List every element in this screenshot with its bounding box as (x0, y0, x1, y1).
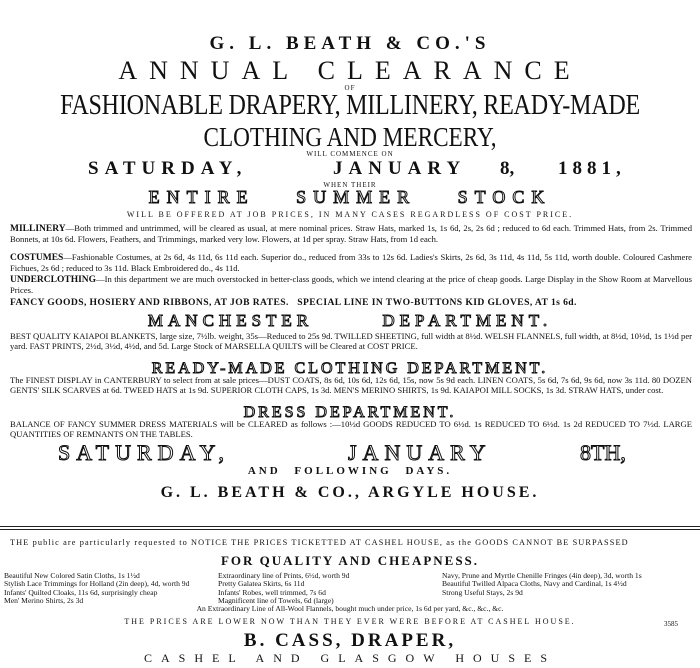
col-1 (4, 572, 189, 606)
col2-item: Extraordinary line of Prints, 6½d, worth 9d (218, 571, 350, 580)
col2-item: Infants' Robes, well trimmed, 7s 6d (218, 587, 326, 597)
col1-item: Beautiful New Colored Satin Cloths, 1s 1½d (4, 571, 140, 580)
col1-item: Stylish Lace Trimmings for Holland (2in deep), 4d, worth 9d (4, 579, 190, 589)
houses-line: CASHEL AND GLASGOW HOUSES (143, 651, 556, 665)
date-num: 8, (500, 158, 515, 179)
ad-number: 3585 (664, 620, 678, 628)
millinery-label: MILLINERY (10, 224, 66, 234)
manchester-text: BEST QUALITY KAIAPOI BLANKETS, large size, 7½lb. weight, 35s—Reduced to 25s 9d. TWILLED SHEETING, full width at 8½d. WELSH FLANNELS, full width, at 8½d, 10½d, 1s 1½d per yard. FAST PRINTS, 2½d, 3½d, 4½d, and 5d. Large Stock of MARSELLA QUILTS will be Cleared at COST PRICE. (10, 331, 692, 351)
underclothing-label: UNDERCLOTHING (10, 275, 97, 285)
notice-line: THE public are particularly requested to NOTICE THE PRICES TICKETTED AT CASHEL HOUSE, as the GOODS CANNOT BE SURPASSED (10, 538, 629, 547)
col-2 (218, 572, 349, 606)
following-days: AND FOLLOWING DAYS. (247, 465, 453, 477)
millinery-paragraph (10, 224, 692, 244)
millinery-text: —Both trimmed and untrimmed, will be cleared as usual, at mere nominal prices. Straw Hats, marked 1s, 1s 6d, 2s, 2s 6d ; reduced to 6d each. Trimmed Hats, from 2s. Trimmed Bonnets, at 10s 6d. Flowers, Feathers, and Trimmings, marked very low. Flowers, at 1d per spray. Straw Hats, from 1d each. (10, 223, 692, 244)
beath-footer: G. L. BEATH & CO., ARGYLE HOUSE. (160, 484, 540, 501)
sat-num: 8TH, (580, 440, 626, 465)
divider-rule-1 (0, 526, 700, 527)
draper-heading: B. CASS, DRAPER, (243, 630, 457, 651)
divider-rule-2 (0, 529, 700, 530)
underclothing-paragraph (10, 275, 692, 295)
when-their-label: WHEN THEIR (323, 181, 377, 189)
col1-item: Infants' Quilted Cloaks, 11s 6d, surprisingly cheap (4, 587, 158, 597)
firm-title: G. L. BEATH & CO.'S (209, 33, 491, 54)
prices-lower-line: THE PRICES ARE LOWER NOW THAN THEY EVER WERE BEFORE AT CASHEL HOUSE. (124, 617, 576, 626)
col3-item: Beautiful Twilled Alpaca Cloths, Navy and Cardinal, 1s 4½d (442, 579, 627, 589)
underclothing-text: —In this department we are much overstocked in better-class goods, which we intend clearing at the price of cheap goods. Large Display in the Show Room at Marvellous Prices. (10, 274, 692, 295)
col2-item: Magnificent line of Towels, 6d (large) (218, 596, 334, 606)
annual-clearance-heading: ANNUAL CLEARANCE (118, 56, 582, 85)
entire-stock-heading: ENTIRE SUMMER STOCK (148, 187, 552, 207)
sat-month: JANUARY (348, 440, 492, 465)
readymade-heading: READY-MADE CLOTHING DEPARTMENT. (151, 360, 549, 377)
goods-line-1: FASHIONABLE DRAPERY, MILLINERY, READY-MADE (60, 90, 640, 121)
readymade-text: The FINEST DISPLAY in CANTERBURY to select from at sale prices—DUST COATS, 8s 6d, 10s 6d, 12s 6d, 15s, now 5s 9d each. LINEN COATS, 5s 6d, 7s 6d, 9s 6d, now 3s 11d. 80 DOZEN GENTS' SILK SCARVES at 6d. TWEED HATS at 1s 9d. SUPERIOR CLOTH CAPS, 1s 3d. MEN'S MERINO SHIRTS, 1s 9d. KAIAPOI MILL SOCKS, 1s 3d. STRAW HATS, under cost. (10, 375, 692, 395)
costumes-label: COSTUMES (10, 253, 64, 263)
fancy-goods-b: SPECIAL LINE IN TWO-BUTTONS KID GLOVES, AT 1s 6d. (297, 297, 577, 308)
costumes-paragraph (10, 253, 692, 273)
fancy-goods-line (10, 297, 577, 308)
dress-text: BALANCE OF FANCY SUMMER DRESS MATERIALS will be CLEARED as follows :—10½d GOODS REDUCED TO 6½d. 1s REDUCED TO 6½d. 1s 2d REDUCED TO 7½d. LARGE QUANTITIES OF REMNANTS ON THE TABLES. (10, 419, 692, 439)
offered-line: WILL BE OFFERED AT JOB PRICES, IN MANY CASES REGARDLESS OF COST PRICE. (126, 210, 574, 219)
col3-item: Navy, Prune and Myrtle Chenille Fringes (4in deep), 3d, worth 1s (442, 571, 642, 580)
quality-heading: FOR QUALITY AND CHEAPNESS. (220, 553, 480, 568)
of-label: OF (344, 84, 356, 92)
goods-line-2: CLOTHING AND MERCERY, (203, 122, 497, 152)
col-3 (442, 572, 642, 597)
date-month: JANUARY (333, 158, 467, 179)
dress-heading: DRESS DEPARTMENT. (243, 404, 457, 421)
manchester-heading: MANCHESTER DEPARTMENT. (147, 311, 553, 330)
date-day: SATURDAY, (88, 158, 248, 179)
col3-item: Strong Useful Stays, 2s 9d (442, 587, 523, 597)
col2-item: Pretty Galatea Skirts, 6s 11d (218, 579, 305, 589)
will-commence-label: WILL COMMENCE ON (306, 150, 394, 158)
costumes-text: —Fashionable Costumes, at 2s 6d, 4s 11d, 6s 11d each. Superior do., reduced from 33s to 12s 6d. Ladies's Skirts, 2s 6d, 3s 11d, 4s 11d, 5s 11d, worth double. Coloured Cashmere Fichues, 2s 6d ; reduced to 3s 11d. Black Embroidered do., 4s 11d. (10, 252, 692, 273)
col1-item: Men' Merino Shirts, 2s 3d (4, 596, 84, 606)
date-year: 1881, (558, 158, 626, 179)
extra-line: An Extraordinary Line of All-Wool Flannels, bought much under price, 1s 6d per yard, &c., &c., &c. (196, 604, 504, 613)
fancy-goods-a: FANCY GOODS, HOSIERY AND RIBBONS, AT JOB RATES. (10, 297, 289, 308)
sat-day: SATURDAY, (58, 440, 230, 465)
